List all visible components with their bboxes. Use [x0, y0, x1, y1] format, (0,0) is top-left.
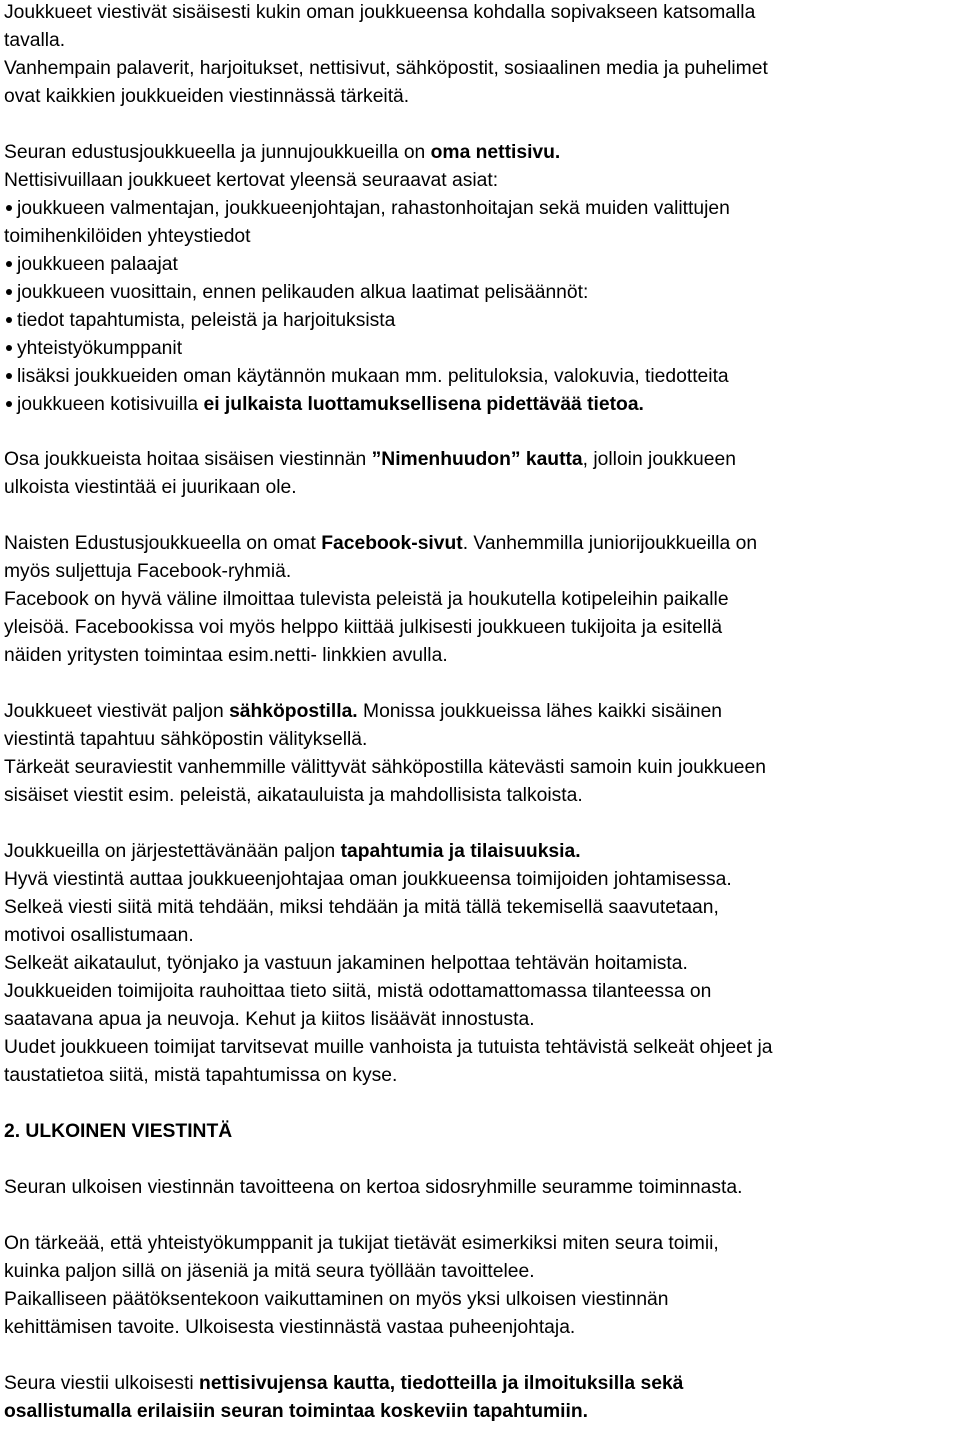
spacer [4, 670, 954, 698]
bullet-icon [6, 205, 12, 211]
list-item-continuation: toimihenkilöiden yhteystiedot [4, 226, 251, 247]
bullet-icon [6, 261, 12, 267]
bullet-icon [6, 345, 12, 351]
events-line-2: Hyvä viestintä auttaa joukkueenjohtajaa oman joukkueensa toimijoiden johtamisessa. [4, 869, 732, 890]
spacer [4, 810, 954, 838]
list-item [4, 335, 954, 363]
events-emphasis: tapahtumia ja tilaisuuksia. [340, 841, 581, 862]
list-item-text: joukkueen palaajat [17, 254, 178, 275]
events-line-5: Selkeät aikataulut, työnjako ja vastuun jakaminen helpottaa tehtävän hoitamista. [4, 953, 688, 974]
intro-line-2: tavalla. [4, 30, 66, 51]
facebook-text-end: . Vanhemmilla juniorijoukkueilla on [462, 533, 758, 554]
list-item [4, 279, 954, 307]
spacer [4, 1202, 954, 1230]
external-closing-line-1 [4, 1370, 954, 1398]
events-line-7: saatavana apua ja neuvoja. Kehut ja kiitos lisäävät innostusta. [4, 1009, 535, 1030]
external-line-4: kehittämisen tavoite. Ulkoisesta viestinnästä vastaa puheenjohtaja. [4, 1317, 576, 1338]
events-line-6: Joukkueiden toimijoita rauhoittaa tieto siitä, mistä odottamattomassa tilanteessa on [4, 981, 712, 1002]
facebook-line-3: Facebook on hyvä väline ilmoittaa tulevista peleistä ja houkutella kotipeleihin paikalle [4, 589, 729, 610]
events-line-8: Uudet joukkueen toimijat tarvitsevat muille vanhoista ja tutuista tehtävistä selkeät ohjeet ja [4, 1037, 773, 1058]
bullet-icon [6, 373, 12, 379]
list-item-text: joukkueen kotisivuilla [17, 394, 204, 415]
spacer [4, 111, 954, 139]
spacer [4, 1342, 954, 1370]
nimenhuuto-text-end: , jolloin joukkueen [582, 449, 736, 470]
list-item [4, 363, 954, 391]
web-emphasis: oma nettisivu. [430, 142, 561, 163]
email-line-3: Tärkeät seuraviestit vanhemmille välittyvät sähköpostilla kätevästi samoin kuin joukkueen [4, 757, 766, 778]
external-line-1: On tärkeää, että yhteistyökumppanit ja tukijat tietävät esimerkiksi miten seura toimii, [4, 1233, 719, 1254]
external-closing-emphasis: nettisivujensa kautta, tiedotteilla ja ilmoituksilla sekä [199, 1373, 684, 1394]
nimenhuuto-emphasis: ”Nimenhuudon” kautta [371, 449, 583, 470]
list-item [4, 251, 954, 279]
spacer [4, 502, 954, 530]
nimenhuuto-line-1 [4, 446, 954, 474]
facebook-line-2: myös suljettuja Facebook-ryhmiä. [4, 561, 292, 582]
list-item-text: yhteistyökumppanit [17, 338, 183, 359]
intro-line-1: Joukkueet viestivät sisäisesti kukin oman joukkueensa kohdalla sopivakseen katsomalla [4, 2, 756, 23]
list-item-emphasis: ei julkaista luottamuksellisena pidettävää tietoa. [203, 394, 644, 415]
email-emphasis: sähköpostilla. [229, 701, 358, 722]
bullet-icon [6, 289, 12, 295]
list-item-text: tiedot tapahtumista, peleistä ja harjoituksista [17, 310, 396, 331]
events-line-4: motivoi osallistumaan. [4, 925, 194, 946]
list-item [4, 391, 954, 419]
bullet-icon [6, 317, 12, 323]
external-closing-line-2: osallistumalla erilaisiin seuran toimintaa koskeviin tapahtumiin. [4, 1401, 588, 1422]
list-item [4, 195, 954, 223]
list-item [4, 307, 954, 335]
web-text: Seuran edustusjoukkueella ja junnujoukkueilla on [4, 142, 431, 163]
facebook-line-4: yleisöä. Facebookissa voi myös helppo kiittää julkisesti joukkueen tukijoita ja esitellä [4, 617, 723, 638]
facebook-line-1 [4, 530, 954, 558]
events-line-1 [4, 838, 954, 866]
intro-line-4: ovat kaikkien joukkueiden viestinnässä tärkeitä. [4, 86, 410, 107]
web-line-1 [4, 139, 954, 167]
spacer [4, 1146, 954, 1174]
list-item-text: joukkueen valmentajan, joukkueenjohtajan, rahastonhoitajan sekä muiden valittujen [17, 198, 730, 219]
section-heading: 2. ULKOINEN VIESTINTÄ [4, 1121, 233, 1142]
nimenhuuto-line-2: ulkoista viestintää ei juurikaan ole. [4, 477, 297, 498]
email-line-2: viestintä tapahtuu sähköpostin välityksellä. [4, 729, 368, 750]
list-item-text: joukkueen vuosittain, ennen pelikauden alkua laatimat pelisäännöt: [17, 282, 589, 303]
events-text: Joukkueilla on järjestettävänään paljon [4, 841, 341, 862]
external-paragraph-1: Seuran ulkoisen viestinnän tavoitteena on kertoa sidosryhmille seuramme toiminnasta. [4, 1177, 743, 1198]
spacer [4, 419, 954, 446]
facebook-emphasis: Facebook-sivut [321, 533, 463, 554]
spacer [4, 1090, 954, 1118]
nimenhuuto-text: Osa joukkueista hoitaa sisäisen viestinnän [4, 449, 372, 470]
web-line-2: Nettisivuillaan joukkueet kertovat yleensä seuraavat asiat: [4, 170, 499, 191]
events-line-3: Selkeä viesti siitä mitä tehdään, miksi tehdään ja mitä tällä tekemisellä saavutetaan, [4, 897, 719, 918]
external-closing-text: Seura viestii ulkoisesti [4, 1373, 200, 1394]
events-line-9: taustatietoa siitä, mistä tapahtumissa on kyse. [4, 1065, 398, 1086]
list-item-text: lisäksi joukkueiden oman käytännön mukaan mm. pelituloksia, valokuvia, tiedotteita [17, 366, 729, 387]
bullet-icon [6, 401, 12, 407]
email-line-4: sisäiset viestit esim. peleistä, aikatauluista ja mahdollisista talkoista. [4, 785, 583, 806]
external-line-2: kuinka paljon sillä on jäseniä ja mitä seura työllään tavoittelee. [4, 1261, 535, 1282]
email-text: Joukkueet viestivät paljon [4, 701, 230, 722]
facebook-line-5: näiden yritysten toimintaa esim.netti- linkkien avulla. [4, 645, 448, 666]
external-line-3: Paikalliseen päätöksentekoon vaikuttaminen on myös yksi ulkoisen viestinnän [4, 1289, 669, 1310]
email-line-1 [4, 698, 954, 726]
email-text-end: Monissa joukkueissa lähes kaikki sisäinen [357, 701, 723, 722]
intro-line-3: Vanhempain palaverit, harjoitukset, nettisivut, sähköpostit, sosiaalinen media ja puhelimet [4, 58, 768, 79]
facebook-text: Naisten Edustusjoukkueella on omat [4, 533, 322, 554]
